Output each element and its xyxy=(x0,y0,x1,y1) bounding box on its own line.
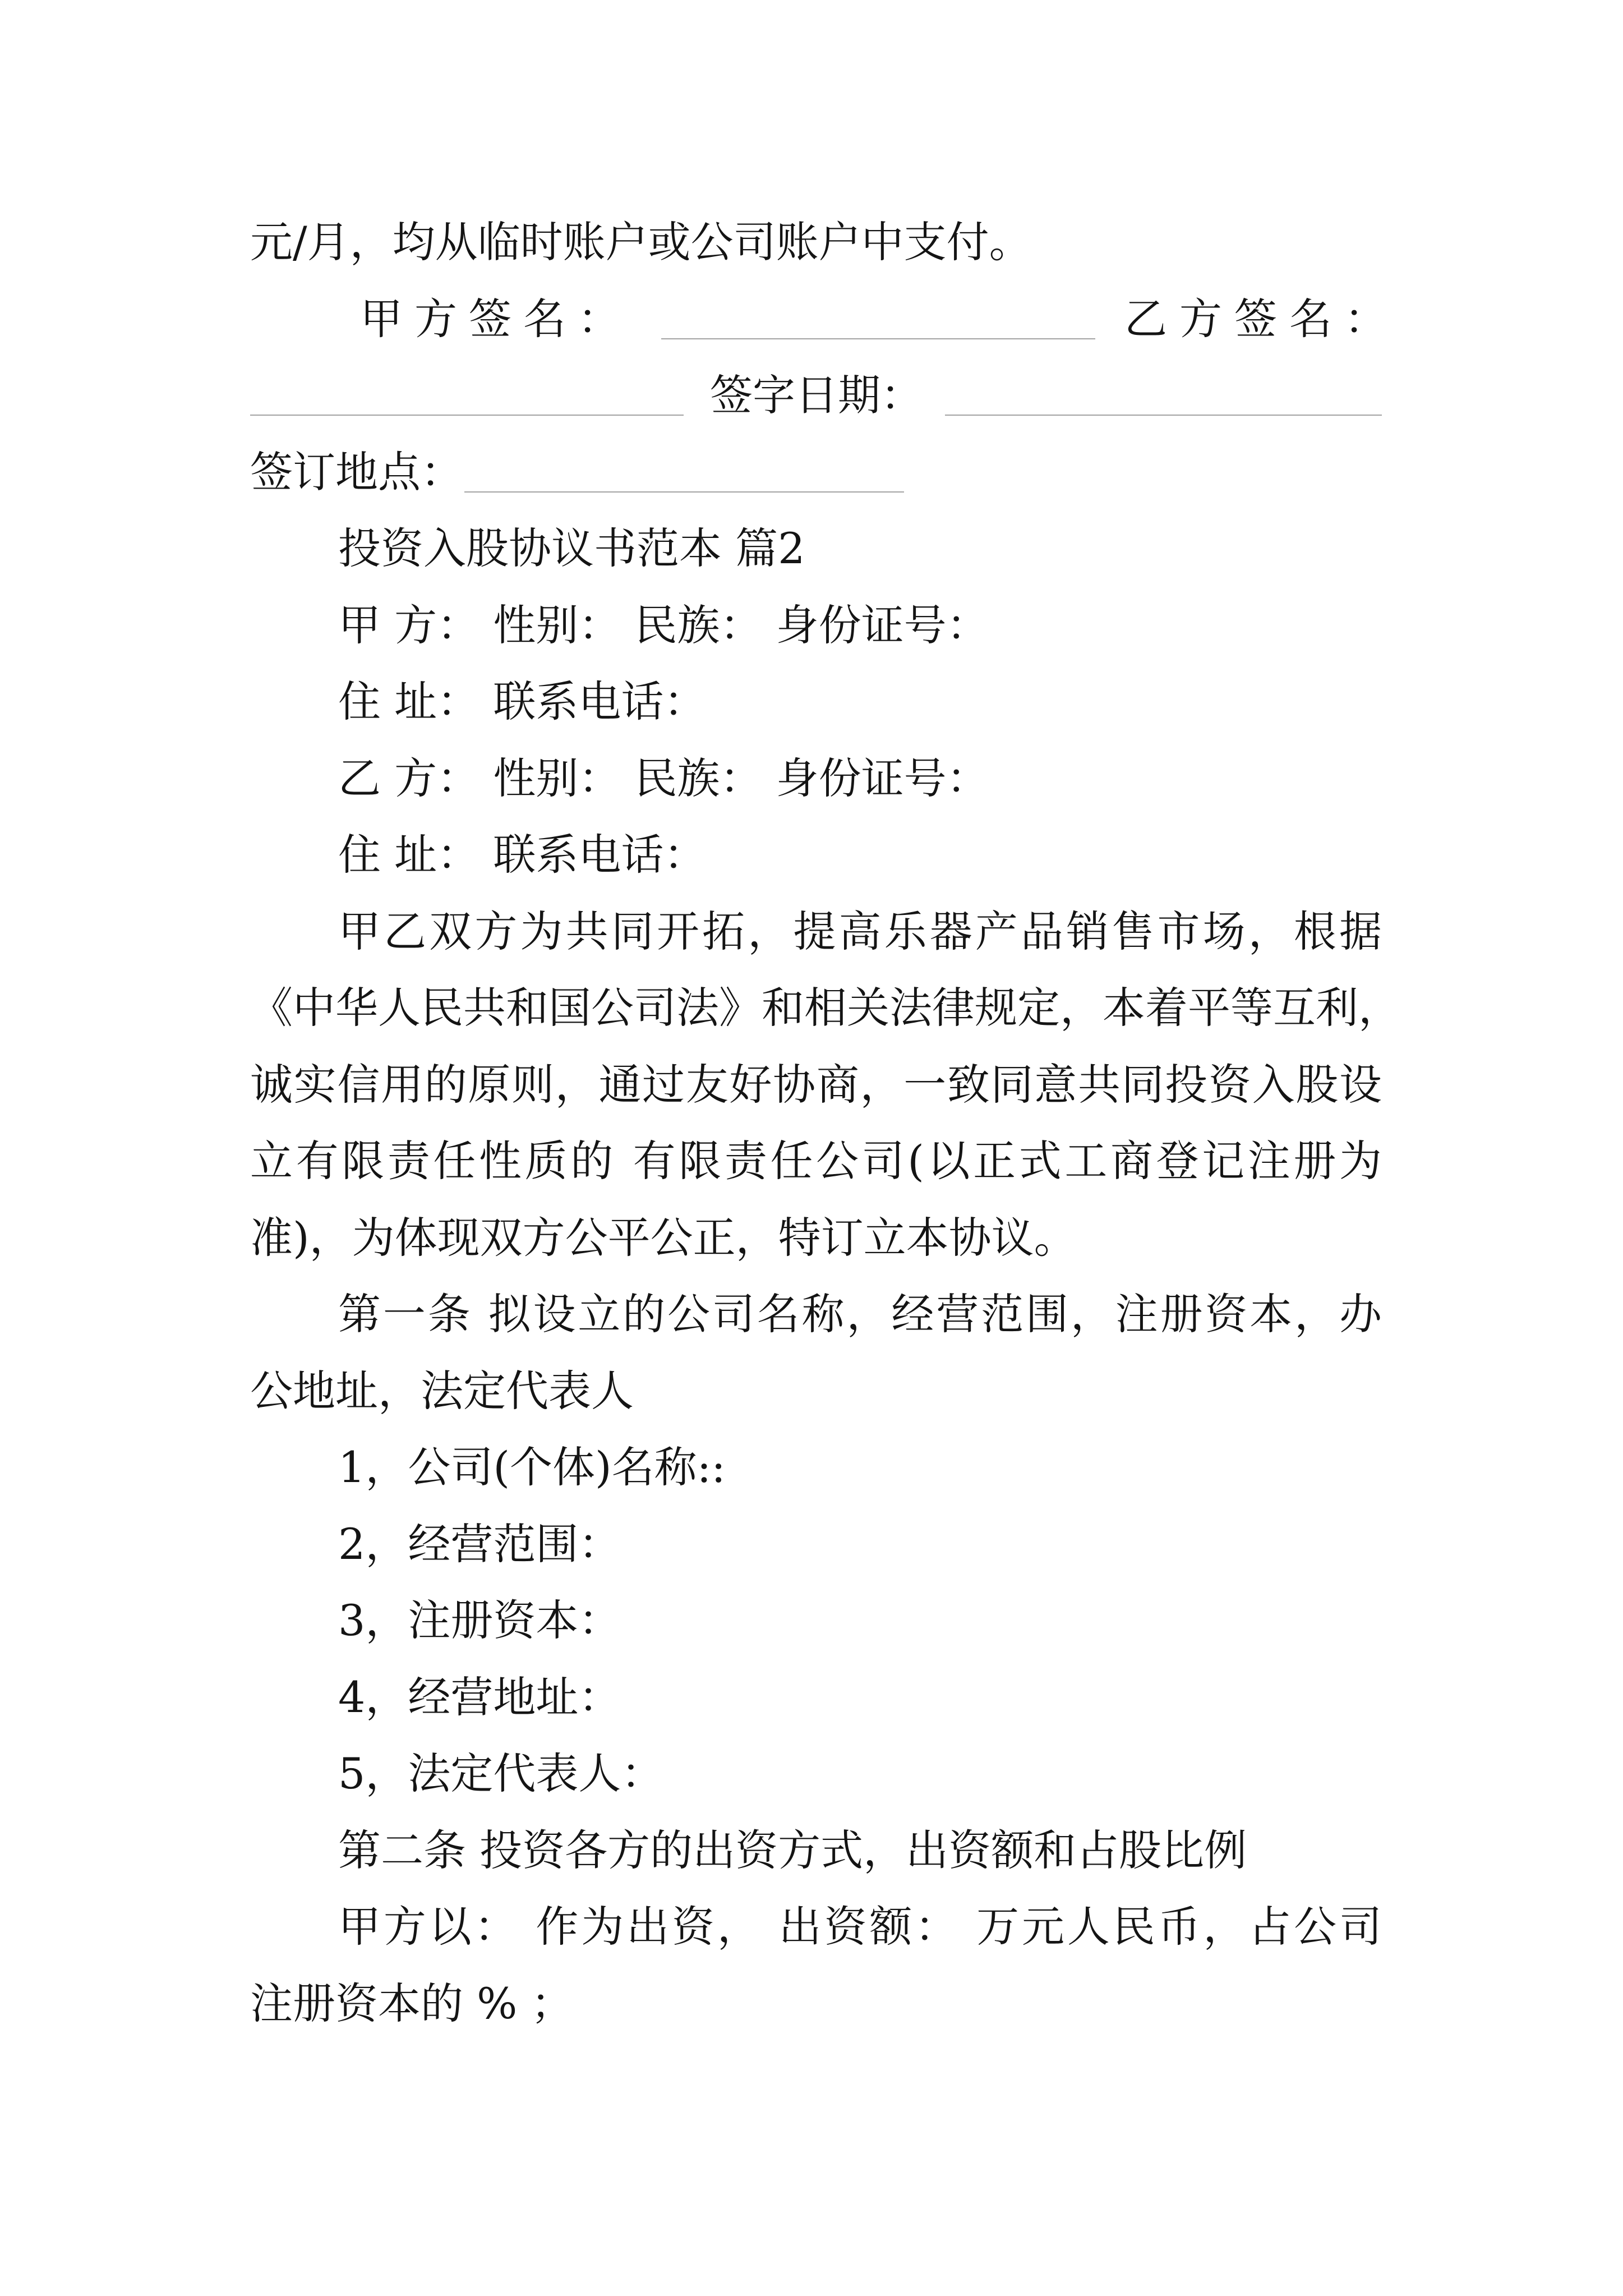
preamble-line: 立有限责任性质的 有限责任公司(以正式工商登记注册为 xyxy=(250,1136,1382,1186)
article-1-item: 3，注册资本： xyxy=(338,1595,621,1645)
article-1-heading: 第一条 拟设立的公司名称，经营范围，注册资本，办 xyxy=(338,1289,1382,1339)
article-1-item: 5，法定代表人： xyxy=(338,1749,664,1798)
party-b-address: 住 址： 联系电话： xyxy=(338,830,707,880)
preamble-line: 诚实信用的原则，通过友好协商，一致同意共同投资入股设 xyxy=(250,1059,1382,1110)
party-a-address: 住 址： 联系电话： xyxy=(338,677,707,726)
signing-place-blank xyxy=(464,491,904,493)
signature-row-date xyxy=(0,357,1623,434)
article-1-item: 1，公司(个体)名称:: xyxy=(338,1442,726,1492)
signature-row-place xyxy=(0,434,1623,511)
signing-date-blank xyxy=(945,415,1382,416)
party-a-signature-blank xyxy=(661,338,1095,339)
article-1-heading-cont: 公地址，法定代表人 xyxy=(250,1365,634,1416)
article-2-heading: 第二条 投资各方的出资方式，出资额和占股比例 xyxy=(338,1825,1247,1875)
party-b-info: 乙 方： 性别： 民族： 身份证号： xyxy=(338,753,989,803)
signature-row-parties xyxy=(0,281,1623,358)
party-b-signature-label: 乙方签名： xyxy=(1124,293,1399,344)
article-1-item: 4，经营地址： xyxy=(338,1672,621,1722)
preamble-line: 准)，为体现双方公平公正，特订立本协议。 xyxy=(250,1212,1077,1263)
signing-place-label: 签订地点： xyxy=(250,447,463,497)
continuation-text: 元/月，均从临时账户或公司账户中支付。 xyxy=(250,217,1032,267)
article-2-text: 甲方以： 作为出资， 出资额： 万元人民币，占公司 xyxy=(338,1902,1382,1952)
article-2-text: 注册资本的 % ； xyxy=(250,1978,574,2028)
document-body xyxy=(0,204,1623,2042)
article-1-item: 2，经营范围： xyxy=(338,1519,621,1569)
party-a-info: 甲 方： 性别： 民族： 身份证号： xyxy=(338,600,989,650)
section-heading: 投资入股协议书范本 篇2 xyxy=(338,523,805,573)
signing-date-label: 签字日期： xyxy=(710,370,923,420)
preamble-line: 甲乙双方为共同开拓，提高乐器产品销售市场，根据 xyxy=(338,906,1382,956)
preamble-line: 《中华人民共和国公司法》和相关法律规定，本着平等互利， xyxy=(250,983,1401,1033)
party-a-signature-label: 甲方签名： xyxy=(360,293,632,344)
party-b-signature-blank xyxy=(250,415,684,416)
